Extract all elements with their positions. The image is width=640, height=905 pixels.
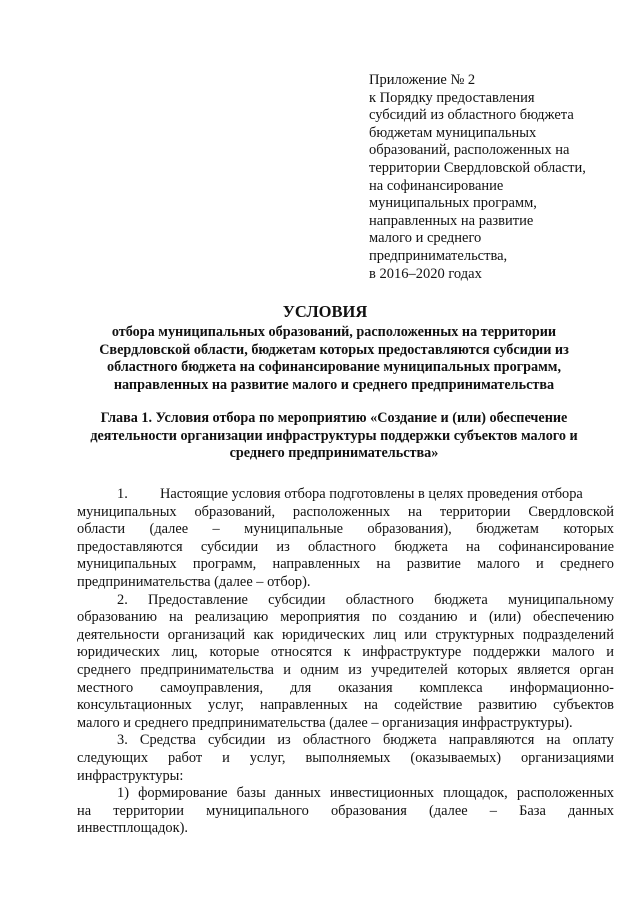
word: консультационных xyxy=(77,697,192,714)
word: и xyxy=(283,661,291,678)
paragraph-line xyxy=(77,785,614,803)
paragraph-number: 1. xyxy=(117,486,128,502)
paragraph-2 xyxy=(77,592,614,733)
word: подразделений xyxy=(522,626,614,643)
word: формирование xyxy=(138,785,228,802)
paragraph-line: инвестплощадок). xyxy=(77,820,188,837)
word: среднего xyxy=(77,661,131,678)
chapter-line: деятельности организации инфраструктуры поддержки субъектов малого и xyxy=(90,427,578,444)
word: или xyxy=(404,626,427,643)
appendix-line: малого и среднего xyxy=(369,230,482,247)
word: направленных xyxy=(260,697,348,714)
word: услуг, xyxy=(208,697,244,714)
word: и xyxy=(606,644,614,661)
word: и xyxy=(222,749,230,766)
word: бюджета xyxy=(394,538,448,555)
word: программ, xyxy=(192,556,257,573)
word: относятся xyxy=(270,644,332,661)
word: данных xyxy=(274,785,321,802)
word: муниципальных xyxy=(77,556,177,573)
appendix-line: на софинансирование xyxy=(369,177,504,194)
word: к xyxy=(343,644,351,661)
word: лиц xyxy=(373,626,396,643)
word: – xyxy=(489,802,497,819)
word: 2. xyxy=(117,591,128,608)
word: одним xyxy=(300,661,339,678)
word: (оказываемых) xyxy=(410,749,502,766)
word: областного xyxy=(302,732,371,749)
paragraph-line xyxy=(77,680,614,698)
document-body xyxy=(77,486,614,838)
appendix-line: Приложение № 2 xyxy=(369,72,476,88)
word: организациями xyxy=(520,749,614,766)
document-title: УСЛОВИЯ xyxy=(282,302,368,321)
word: образований, xyxy=(194,503,276,520)
paragraph-line xyxy=(77,539,614,557)
word: по xyxy=(371,609,387,626)
word: малого xyxy=(551,644,595,661)
paragraph-line xyxy=(77,750,614,768)
word: инфраструктуре xyxy=(362,644,462,661)
word: 1) xyxy=(117,785,129,802)
word: на xyxy=(168,609,184,626)
word: лиц, xyxy=(171,644,198,661)
word: работ xyxy=(167,749,203,766)
word: области xyxy=(77,521,126,538)
word: малого xyxy=(477,556,520,573)
word: на xyxy=(363,697,378,714)
word: из xyxy=(276,538,290,555)
paragraph-line xyxy=(77,556,614,574)
word: данных xyxy=(568,802,614,819)
word: развитие xyxy=(406,556,461,573)
word: инвестиционных xyxy=(329,785,435,802)
word: обеспечению xyxy=(533,609,614,626)
word: является xyxy=(517,661,571,678)
word: муниципальные xyxy=(244,521,343,538)
word: предоставляются xyxy=(77,538,183,555)
word: направленных xyxy=(272,556,361,573)
subtitle-line: Свердловской области, бюджетам которых предоставляются субсидии из xyxy=(99,341,569,358)
appendix-line: направленных на развитие xyxy=(369,212,534,229)
appendix-line: к Порядку предоставления xyxy=(369,89,535,106)
word: учредителей xyxy=(371,661,448,678)
word: следующих xyxy=(77,749,149,766)
word: предпринимательства xyxy=(140,661,274,678)
word: которых xyxy=(457,661,508,678)
word: содействие xyxy=(394,697,463,714)
word: реализацию xyxy=(194,609,269,626)
paragraph-4 xyxy=(77,785,614,838)
word: направляются xyxy=(448,732,535,749)
word: созданию xyxy=(398,609,458,626)
word: как xyxy=(253,626,274,643)
word: на xyxy=(376,556,391,573)
paragraph-line xyxy=(77,662,614,680)
word: оплату xyxy=(572,732,614,749)
word: юридических xyxy=(77,644,160,661)
word: субсидии xyxy=(200,538,259,555)
word: структурных xyxy=(435,626,515,643)
word: муниципального xyxy=(206,802,309,819)
paragraph-line: малого и среднего предпринимательства (далее – организация инфраструктуры). xyxy=(77,714,573,731)
word: на xyxy=(407,503,422,520)
paragraph-line xyxy=(77,627,614,645)
word: (далее xyxy=(149,521,189,538)
word: и xyxy=(469,609,478,626)
word: бюджета xyxy=(434,591,488,608)
appendix-line: предпринимательства, xyxy=(369,247,508,264)
word: развитию xyxy=(478,697,537,714)
appendix-line: бюджетам муниципальных xyxy=(369,124,537,141)
word: 3. xyxy=(117,732,128,749)
paragraph-line xyxy=(77,521,614,539)
word: База xyxy=(519,802,546,819)
word: образованию xyxy=(77,609,158,626)
paragraph-1 xyxy=(77,486,614,592)
chapter-heading xyxy=(56,410,612,463)
word: расположенных xyxy=(516,785,614,802)
word: организаций xyxy=(167,626,246,643)
word: мероприятия xyxy=(280,609,360,626)
word: местного xyxy=(77,679,134,696)
word: поддержки xyxy=(472,644,541,661)
word: областного xyxy=(345,591,414,608)
paragraph-line xyxy=(77,732,614,750)
appendix-line: субсидий из областного бюджета xyxy=(369,107,574,124)
word: (далее xyxy=(429,802,468,819)
word: Предоставление xyxy=(148,591,248,608)
word: для xyxy=(290,679,312,696)
word: образования), xyxy=(367,521,452,538)
word: муниципальных xyxy=(77,503,177,520)
appendix-line: образований, расположенных на xyxy=(369,142,570,159)
word: комплекса xyxy=(419,679,483,696)
word: из xyxy=(277,732,291,749)
word: выполняемых xyxy=(305,749,391,766)
word: на xyxy=(466,538,481,555)
word: орган xyxy=(579,661,614,678)
word: юридических xyxy=(282,626,365,643)
word: информационно- xyxy=(509,679,614,696)
word: самоуправления, xyxy=(160,679,264,696)
word: территории xyxy=(113,802,184,819)
word: образования xyxy=(330,802,407,819)
paragraph-line xyxy=(77,697,614,715)
subtitle-line: областного бюджета на софинансирование муниципальных программ, xyxy=(107,359,561,376)
appendix-line: в 2016–2020 годах xyxy=(369,265,482,282)
word: на xyxy=(77,802,92,819)
word: бюджетам xyxy=(476,521,539,538)
paragraph-line xyxy=(77,644,614,662)
paragraph-3 xyxy=(77,732,614,785)
word: которых xyxy=(563,521,614,538)
document-subtitle xyxy=(56,324,612,395)
word: территории xyxy=(439,503,511,520)
word: (или) xyxy=(488,609,522,626)
word: оказания xyxy=(338,679,393,696)
subtitle-line: направленных на развитие малого и среднего предпринимательства xyxy=(113,377,555,394)
chapter-line: Глава 1. Условия отбора по мероприятию «Создание и (или) обеспечение xyxy=(100,410,568,426)
word: услуг, xyxy=(249,749,286,766)
word: бюджета xyxy=(382,732,437,749)
subtitle-line: отбора муниципальных образований, расположенных на территории xyxy=(111,324,557,340)
paragraph-line: предпринимательства (далее – отбор). xyxy=(77,573,311,590)
word: субъектов xyxy=(553,697,614,714)
paragraph-line xyxy=(77,609,614,627)
paragraph-line xyxy=(77,592,614,610)
word: среднего xyxy=(559,556,614,573)
chapter-line: среднего предпринимательства» xyxy=(229,445,439,462)
word: Свердловской xyxy=(528,503,614,520)
word: Средства xyxy=(139,732,196,749)
word: базы xyxy=(236,785,266,802)
word: площадок, xyxy=(443,785,508,802)
appendix-line: территории Свердловской области, xyxy=(369,159,586,176)
word: и xyxy=(536,556,544,573)
word: на xyxy=(546,732,561,749)
word: областного xyxy=(307,538,376,555)
appendix-note xyxy=(369,72,619,283)
word: софинансирование xyxy=(498,538,614,555)
word: муниципальному xyxy=(507,591,614,608)
paragraph-text: Настоящие условия отбора подготовлены в целях проведения отбора xyxy=(160,486,583,502)
word: субсидии xyxy=(268,591,326,608)
paragraph-line xyxy=(77,803,614,821)
word: из xyxy=(348,661,362,678)
paragraph-line xyxy=(77,504,614,522)
appendix-line: муниципальных программ, xyxy=(369,195,537,212)
word: субсидии xyxy=(207,732,266,749)
word: – xyxy=(212,521,220,538)
paragraph-line xyxy=(77,486,614,504)
word: расположенных xyxy=(292,503,391,520)
paragraph-line: инфраструктуры: xyxy=(77,767,184,784)
word: которые xyxy=(209,644,260,661)
word: деятельности xyxy=(77,626,160,643)
